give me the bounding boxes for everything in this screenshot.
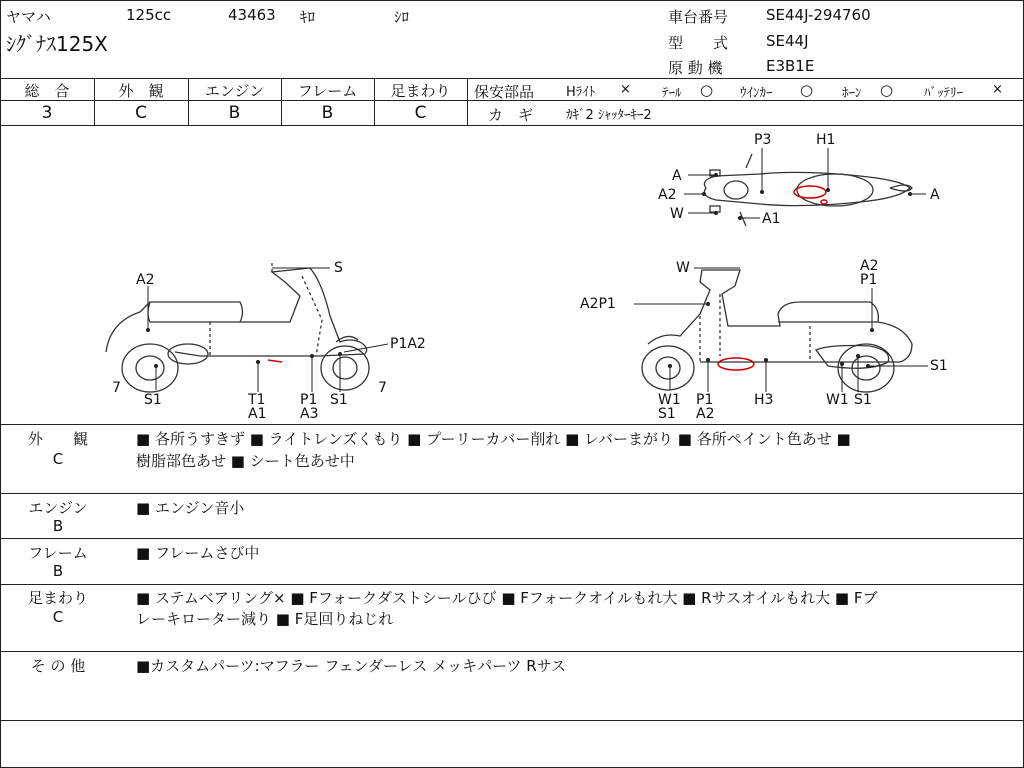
diagram-label: S1 <box>330 392 348 408</box>
divider <box>0 493 1024 494</box>
diagram-label: P1 <box>300 392 318 408</box>
horn-label: ﾎｰﾝ <box>842 86 862 101</box>
diagram-label: A2 <box>696 406 715 422</box>
mileage: 43463 <box>228 6 276 24</box>
top-damage-mark-small <box>821 200 827 204</box>
dot <box>338 352 342 356</box>
key-label: カ ギ <box>488 106 534 124</box>
score-appearance: C <box>135 103 147 123</box>
frame-no-label: 車台番号 <box>668 8 729 26</box>
horn-mark: ○ <box>880 81 894 99</box>
note-grade-frame: B <box>52 562 64 580</box>
note-label-appearance: 外 観 <box>27 430 88 448</box>
diagram-label: S1 <box>854 392 872 408</box>
score-label-engine: エンジン <box>204 82 265 100</box>
battery-mark: × <box>992 82 1003 97</box>
diagram-label: A3 <box>300 406 319 422</box>
winker-label: ｳｲﾝｶｰ <box>740 86 773 101</box>
type-value: SE44J <box>766 32 809 50</box>
right-front-wheel <box>642 346 694 390</box>
note-label-engine: エンジン <box>28 499 88 517</box>
diagram-label: A1 <box>248 406 267 422</box>
diagram-label: W <box>676 260 690 276</box>
left-rear-wheel-hub <box>136 356 164 380</box>
type-label: 型 式 <box>668 34 729 52</box>
left-seat <box>148 302 240 322</box>
diagram-label: P1 <box>860 272 878 288</box>
diagram-label: W1 <box>658 392 681 408</box>
diagram-label: S1 <box>930 358 948 374</box>
note-text-suspension: ■ ステムベアリング× ■ Fフォークダストシールひび ■ Fフォークオイルもれ大 ■ Rサスオイルもれ大 ■ Fブ <box>136 589 878 607</box>
dot <box>702 192 706 196</box>
diagram-label: H3 <box>754 392 774 408</box>
dot <box>908 192 912 196</box>
dot <box>310 354 314 358</box>
diagram-label: A2P1 <box>580 296 616 312</box>
dot <box>738 216 742 220</box>
left-damage-mark <box>268 360 282 362</box>
divider <box>0 584 1024 585</box>
left-body-seams <box>210 262 322 356</box>
note-text-appearance: ■ 各所うすきず ■ ライトレンズくもり ■ プーリーカバー削れ ■ レバーまがり ■ 各所ペイント色あせ ■ <box>136 430 851 448</box>
diagram-label: 7 <box>112 380 121 396</box>
maker: ヤマハ <box>6 8 51 26</box>
engine-label: 原 動 機 <box>668 59 723 77</box>
divider <box>0 424 1024 425</box>
headlight-mark: × <box>620 82 631 97</box>
divider <box>467 78 468 125</box>
battery-label: ﾊﾞｯﾃﾘｰ <box>924 86 963 101</box>
score-total: 3 <box>41 103 53 123</box>
score-engine: B <box>228 103 241 123</box>
note-label-other: そ の 他 <box>30 657 86 675</box>
model-name: ｼｸﾞﾅｽ125X <box>6 32 108 56</box>
right-body-seams <box>700 294 810 362</box>
diagram-label: H1 <box>816 132 836 148</box>
diagram-label: A2 <box>658 187 677 203</box>
diagram-label: A <box>672 168 682 184</box>
dot <box>856 354 860 358</box>
diagram-label: S1 <box>144 392 162 408</box>
score-label-suspension: 足まわり <box>390 82 451 100</box>
damage-diagram <box>0 126 1024 424</box>
diagram-label: P3 <box>754 132 772 148</box>
diagram-label: P1 <box>696 392 714 408</box>
top-view-handlebar <box>740 154 752 226</box>
dot <box>870 328 874 332</box>
diagram-label: S1 <box>658 406 676 422</box>
dot <box>764 358 768 362</box>
left-leader-lines <box>148 268 388 392</box>
score-suspension: C <box>414 103 427 123</box>
diagram-label: A2 <box>860 258 879 274</box>
dot <box>154 364 158 368</box>
dot <box>760 190 764 194</box>
dot <box>146 328 150 332</box>
note-text-suspension-2: レーキローター減り ■ F足回りねじれ <box>136 610 394 628</box>
top-damage-mark <box>794 186 826 198</box>
note-label-frame: フレーム <box>28 544 88 562</box>
left-front-wheel <box>321 346 369 390</box>
right-damage-mark <box>718 358 754 370</box>
displacement: 125cc <box>126 6 172 24</box>
diagram-label: T1 <box>248 392 266 408</box>
headlight-label: Hﾗｲﾄ <box>566 85 596 100</box>
dot <box>866 364 870 368</box>
divider <box>0 78 1024 79</box>
left-rear-wheel <box>122 344 178 392</box>
note-grade-appearance: C <box>52 450 64 468</box>
dot <box>668 364 672 368</box>
winker-mark: ○ <box>800 81 814 99</box>
divider <box>0 720 1024 721</box>
dot <box>840 362 844 366</box>
dot <box>826 188 830 192</box>
dot <box>714 211 718 215</box>
key-value: ｶｷﾞ2 ｼｬｯﾀｰｷｰ2 <box>566 108 652 123</box>
diagram-label: W <box>670 206 684 222</box>
divider <box>0 538 1024 539</box>
diagram-label: 7 <box>378 380 387 396</box>
diagram-label: A <box>930 187 940 203</box>
tail-mark: ○ <box>700 81 714 99</box>
dot <box>706 358 710 362</box>
top-view-seat <box>797 174 873 206</box>
mileage-unit: ｷﾛ <box>300 8 316 26</box>
tail-label: ﾃｰﾙ <box>662 86 682 101</box>
score-label-total: 総 合 <box>24 82 70 100</box>
score-frame: B <box>321 103 334 123</box>
dot <box>714 173 718 177</box>
right-front-wheel-hub <box>656 357 680 379</box>
diagram-label: A1 <box>762 211 781 227</box>
color: ｼﾛ <box>394 8 410 26</box>
engine-value: E3B1E <box>766 57 815 75</box>
note-label-suspension: 足まわり <box>27 589 88 607</box>
score-label-appearance: 外 観 <box>118 82 164 100</box>
note-text-other: ■カスタムパーツ:マフラー フェンダーレス メッキパーツ Rサス <box>136 657 567 675</box>
top-view-mirror-right <box>710 206 720 212</box>
safety-title: 保安部品 <box>474 83 535 101</box>
note-text-frame: ■ フレームさび中 <box>136 544 260 562</box>
top-view-tail <box>890 185 912 191</box>
note-grade-engine: B <box>52 517 64 535</box>
diagram-label: S <box>334 260 343 276</box>
divider <box>0 651 1024 652</box>
dot <box>256 360 260 364</box>
frame-no: SE44J-294760 <box>766 6 871 24</box>
diagram-label: W1 <box>826 392 849 408</box>
left-front-wheel-hub <box>333 357 357 379</box>
dot <box>706 302 710 306</box>
note-text-engine: ■ エンジン音小 <box>136 499 245 517</box>
top-view-handle-center <box>724 181 748 199</box>
diagram-label: P1A2 <box>390 336 426 352</box>
diagram-label: A2 <box>136 272 155 288</box>
note-text-appearance-2: 樹脂部色あせ ■ シート色あせ中 <box>136 452 355 470</box>
note-grade-suspension: C <box>52 608 64 626</box>
score-label-frame: フレーム <box>297 82 358 100</box>
